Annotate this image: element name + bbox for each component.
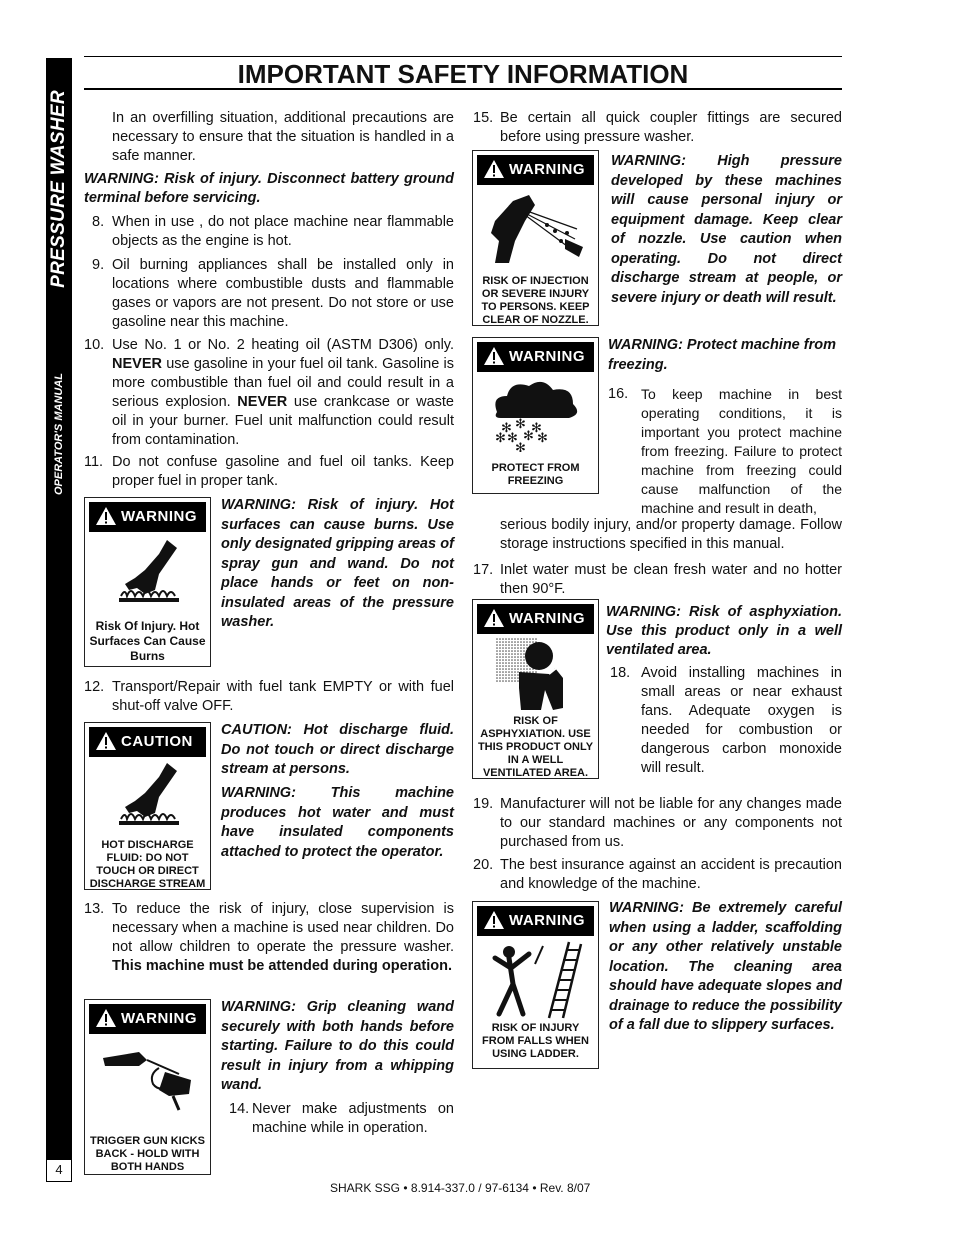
warning-header: WARNING [477, 906, 594, 936]
item-19-text: Manufacturer will not be liable for any changes made to our standard machines or any components not purchased from us. [500, 796, 842, 850]
warning-hot-water: WARNING: This machine produces hot water and must have insulated components attached to protect the operator. [221, 785, 454, 860]
item-18-text: Avoid installing machines in small areas or near exhaust fans. Adequate oxygen is needed for combustion or dangerous carbon monoxide will result. [641, 665, 842, 776]
sidebar-brand: PRESSURE WASHER [48, 90, 69, 288]
sidebar-manual-label: OPERATOR'S MANUAL [53, 373, 65, 495]
page-title: IMPORTANT SAFETY INFORMATION [237, 59, 689, 89]
item-8-text: When in use , do not place machine near flammable objects as the engine is hot. [112, 214, 454, 249]
warning-triangle-icon [95, 1008, 117, 1028]
item-number: 8. [92, 214, 105, 230]
item-number: 14. [229, 1101, 250, 1117]
item-number: 17. [473, 562, 494, 578]
svg-text:✻: ✻ [515, 441, 526, 452]
item-12-text: Transport/Repair with fuel tank EMPTY or with fuel shut-off valve OFF. [112, 679, 454, 714]
warning-header: WARNING [477, 604, 594, 634]
asphyxiation-person-icon [493, 638, 579, 710]
caution-hot-fluid: CAUTION: Hot discharge fluid. Do not touch or direct discharge stream at persons. [221, 722, 454, 777]
warning-high-pressure: WARNING: High pressure developed by these machines will cause personal injury or equipment damage. Keep clear of nozzle. Use caution when operating. Do not direct discharge stream at people, or severe injury or death will result. [611, 153, 842, 306]
item-15-text: Be certain all quick coupler fittings are secured before using pressure washer. [500, 110, 842, 145]
caution-caption: HOT DISCHARGE FLUID: DO NOT TOUCH OR DIRECT DISCHARGE STREAM [89, 839, 206, 890]
warning-caption: PROTECT FROM FREEZING [491, 462, 580, 487]
item-11-text: Do not confuse gasoline and fuel oil tanks. Keep proper fuel in proper tank. [112, 454, 454, 489]
warning-label-hot-surface [84, 497, 211, 667]
warning-caption: Risk Of Injury. Hot Surfaces Can Cause Burns [89, 619, 206, 663]
warning-label-asphyxiation [472, 599, 599, 779]
injection-spray-hand-icon [485, 191, 585, 271]
page-number: 4 [46, 1160, 72, 1182]
warning-label-injection [472, 150, 599, 326]
item-20-text: The best insurance against an accident is precaution and knowledge of the machine. [500, 857, 842, 892]
item-number: 18. [610, 665, 631, 681]
warning-grip-wand: WARNING: Grip cleaning wand securely with both hands before starting. Failure to do this could result in injury from a whipping wand. [221, 999, 454, 1093]
svg-text:✻: ✻ [523, 429, 534, 444]
snow-cloud-icon [487, 376, 583, 452]
warning-battery: WARNING: Risk of injury. Disconnect battery ground terminal before servicing. [84, 171, 454, 206]
warning-header: WARNING [477, 155, 594, 185]
warning-label-ladder [472, 901, 599, 1069]
warning-header: WARNING [477, 342, 594, 372]
svg-text:✻: ✻ [531, 421, 542, 436]
svg-text:✻: ✻ [537, 431, 548, 446]
svg-text:✻: ✻ [515, 417, 526, 432]
warning-triangle-icon [483, 159, 505, 179]
warning-ladder: WARNING: Be extremely careful when using a ladder, scaffolding or any other relatively unstable location. The cleaning area should have adequate slopes and drainage to reduce the possibility of a fall due to slippery surfaces. [609, 900, 842, 1033]
page-title-bar [84, 56, 842, 90]
item-14-text: Never make adjustments on machine while in operation. [252, 1101, 454, 1136]
warning-hot-surfaces: WARNING: Risk of injury. Hot surfaces can cause burns. Use only designated gripping areas of spray gun and wand. Do not place hands or feet on non-insulated areas of the pressure washer. [221, 497, 454, 630]
item-16-text: To keep machine in best operating conditions, it is important you protect machine from freezing. Failure to protect machine from freezing could cause malfunction of the machine and result in death, [641, 386, 842, 516]
hot-fluid-hand-icon [115, 761, 183, 831]
warning-triangle-icon [483, 346, 505, 366]
warning-header: WARNING [89, 502, 206, 532]
warning-caption: RISK OF INJECTION OR SEVERE INJURY TO PERSONS. KEEP CLEAR OF NOZZLE. [481, 275, 590, 326]
item-number: 20. [473, 857, 494, 873]
warning-caption: RISK OF INJURY FROM FALLS WHEN USING LADDER. [482, 1022, 589, 1060]
warning-asphyxiation: WARNING: Risk of asphyxiation. Use this product only in a well ventilated area. [606, 604, 842, 658]
warning-triangle-icon [95, 506, 117, 526]
svg-text:✻: ✻ [501, 421, 512, 436]
trigger-gun-icon [99, 1044, 199, 1114]
warning-triangle-icon [95, 731, 117, 751]
caution-label-hot-fluid [84, 722, 211, 890]
item-9-text: Oil burning appliances shall be installed only in locations where combustible dusts and flammable gases or vapors are not present. Do not store or use gasoline near this machine. [112, 257, 454, 330]
warning-label-freezing [472, 337, 599, 494]
footer-document-info: SHARK SSG • 8.914-337.0 / 97-6134 • Rev. 8/07 [330, 1181, 591, 1195]
sidebar-band [46, 58, 72, 1160]
warning-caption: TRIGGER GUN KICKS BACK - HOLD WITH BOTH HANDS [90, 1135, 205, 1173]
item-13-text: To reduce the risk of injury, close supervision is necessary when a machine is used near children. Do not allow children to operate the pressure washer. This machine must be attended during operation. [112, 901, 454, 974]
item-16-continued: serious bodily injury, and/or property damage. Follow storage instructions specified in this manual. [500, 517, 842, 552]
item-number: 10. [84, 337, 105, 353]
warning-triangle-icon [483, 608, 505, 628]
intro-paragraph: In an overfilling situation, additional precautions are necessary to ensure that the situation is handled in a safe manner. [112, 110, 454, 164]
item-number: 11. [84, 454, 104, 470]
svg-text:✻: ✻ [495, 431, 506, 446]
item-17-text: Inlet water must be clean fresh water and no hotter then 90°F. [500, 562, 842, 597]
item-number: 15. [473, 110, 494, 126]
warning-caption: RISK OF ASPHYXIATION. USE THIS PRODUCT ONLY IN A WELL VENTILATED AREA. [477, 715, 594, 779]
item-10-text: Use No. 1 or No. 2 heating oil (ASTM D306) only. NEVER use gasoline in your fuel oil tank. Gasoline is more combustible than fuel oil and could result in a serious explosion. NEVER use crankcase or waste oil in your burner. Fuel unit malfunction could result from contamination. [112, 337, 455, 448]
caution-header: CAUTION [89, 727, 206, 757]
warning-label-trigger-kickback [84, 999, 211, 1175]
svg-text:✻: ✻ [507, 431, 518, 446]
item-number: 13. [84, 901, 105, 917]
warning-header: WARNING [89, 1004, 206, 1034]
ladder-fall-icon [487, 940, 583, 1020]
warning-freezing: WARNING: Protect machine from freezing. [608, 337, 836, 373]
item-number: 16. [608, 386, 629, 402]
hot-surface-hand-icon [115, 538, 183, 608]
item-number: 19. [473, 796, 494, 812]
item-number: 12. [84, 679, 105, 695]
item-number: 9. [92, 257, 105, 273]
warning-triangle-icon [483, 910, 505, 930]
